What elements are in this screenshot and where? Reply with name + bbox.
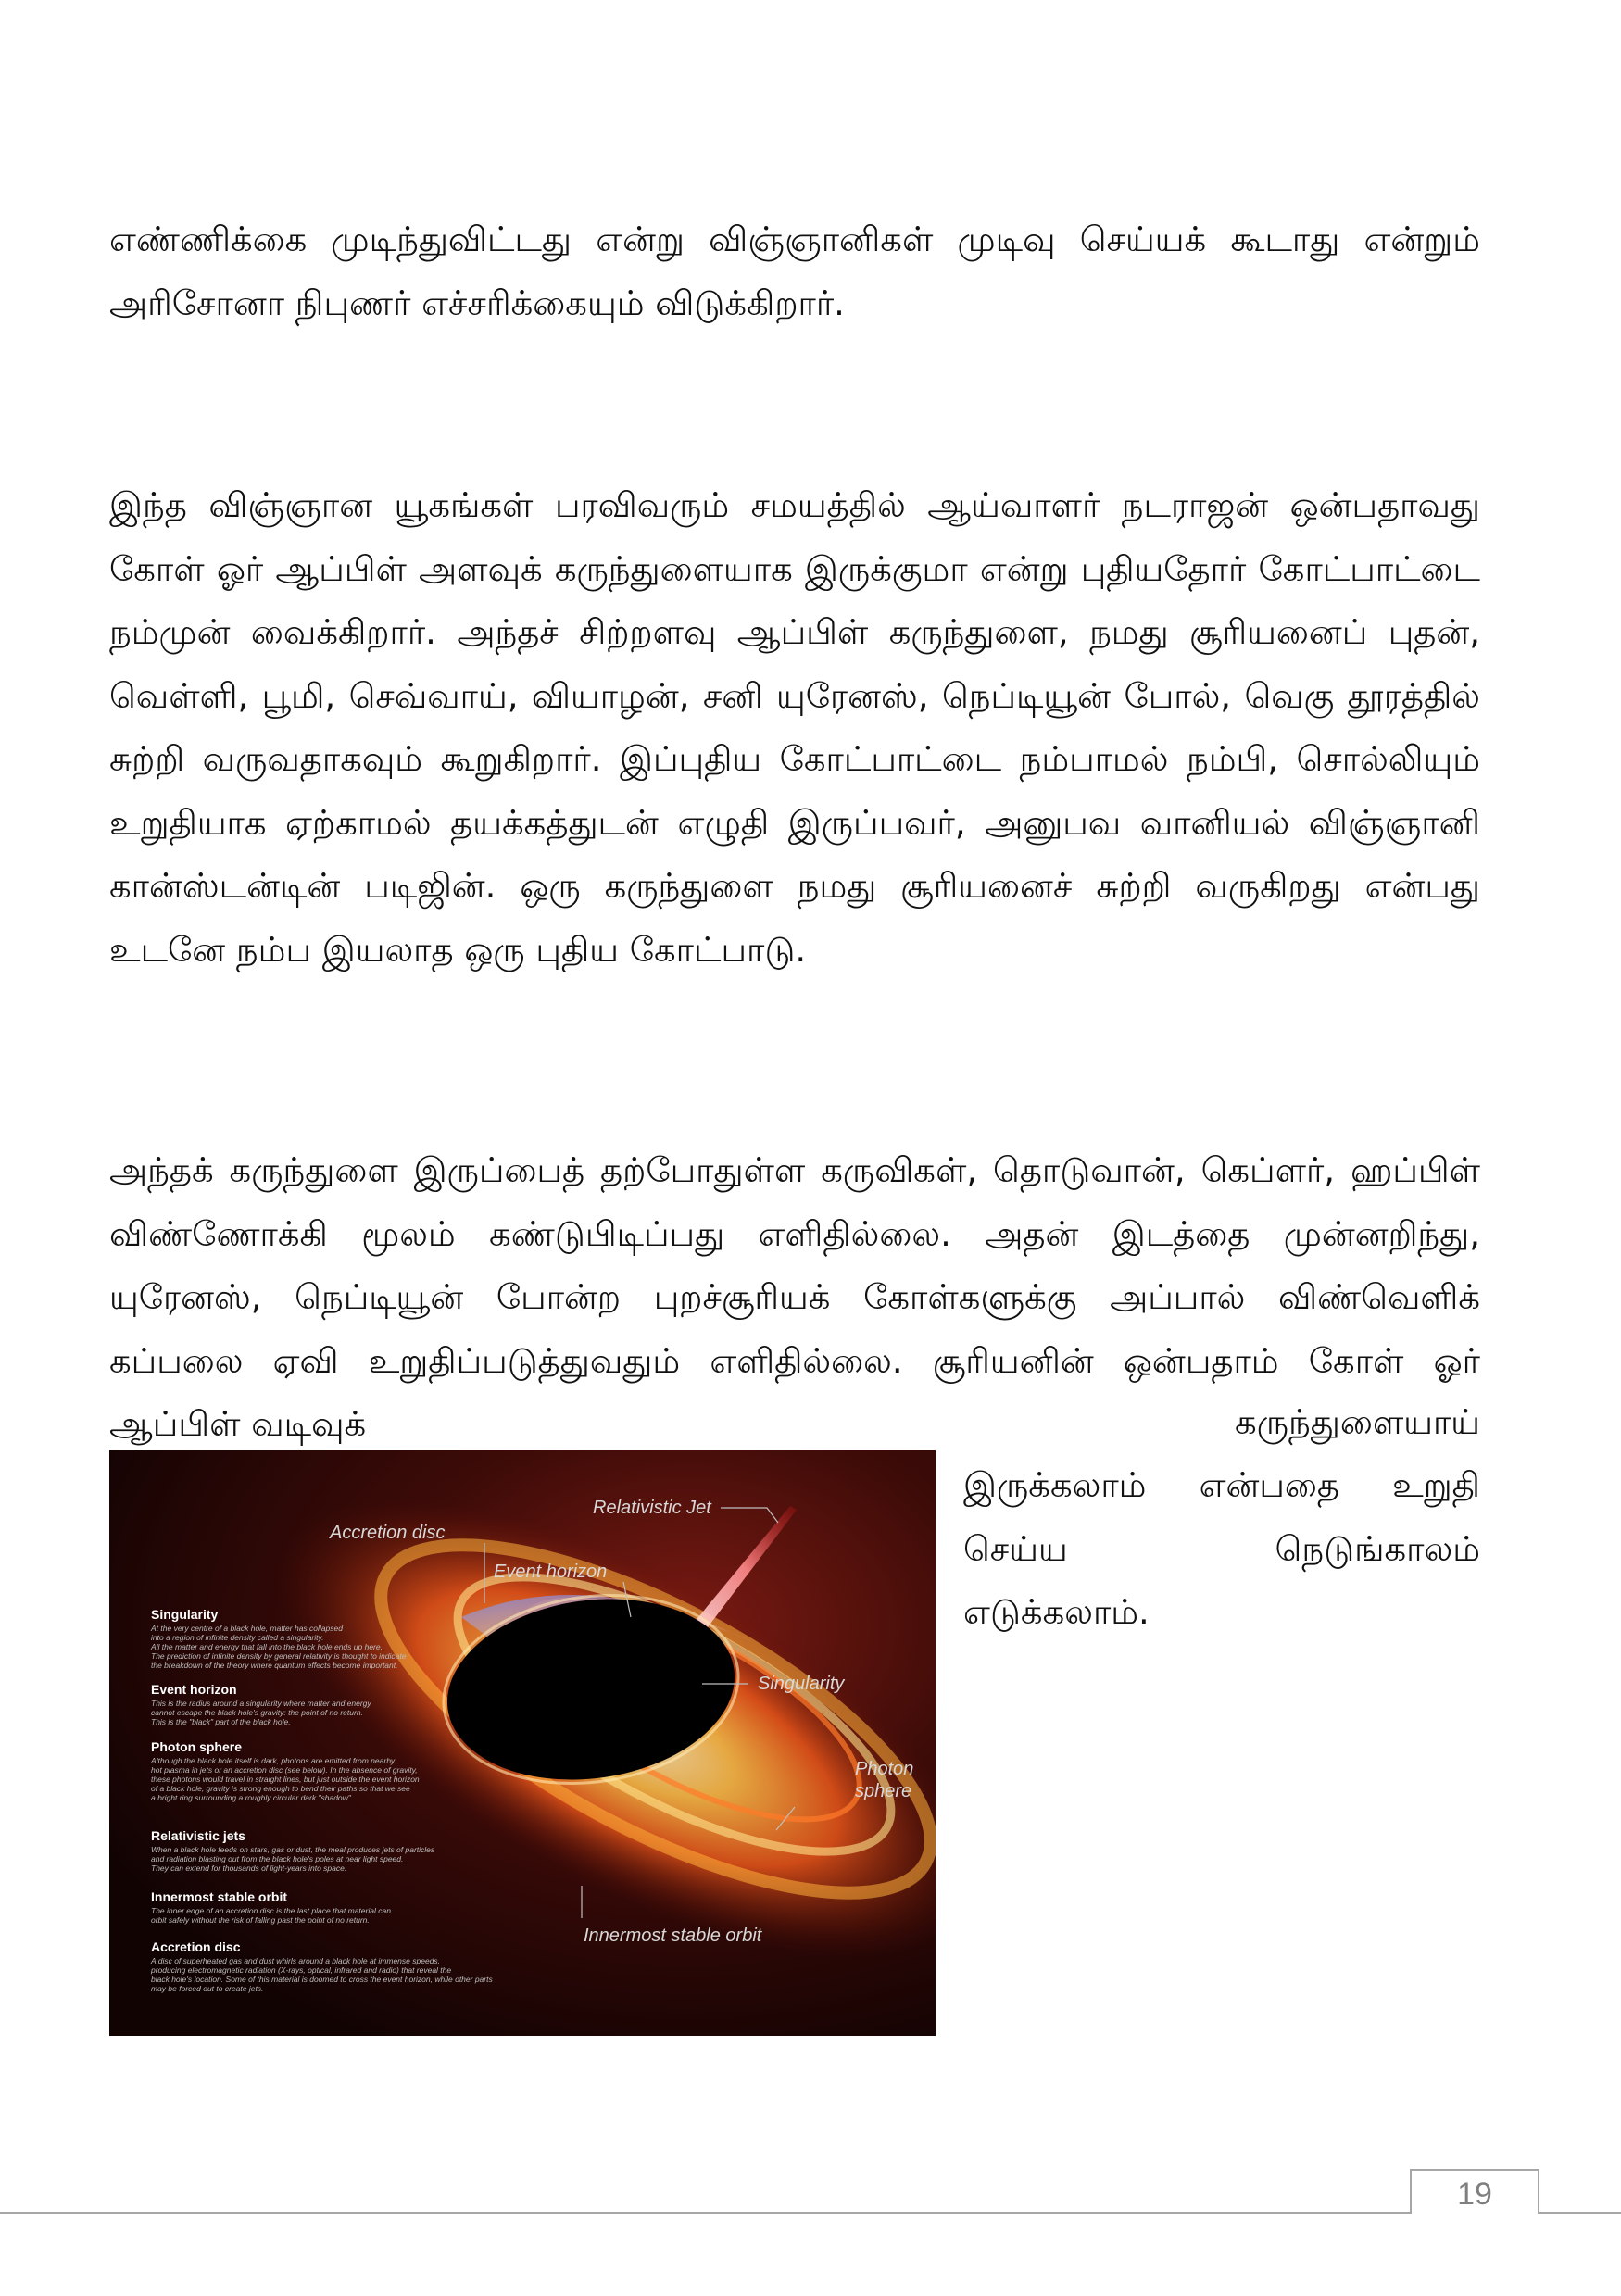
legend-line: All the matter and energy that fall into the black hole ends up here.	[151, 1642, 383, 1651]
event-horizon-label: Event horizon	[494, 1562, 608, 1582]
legend-line: The prediction of infinite density by general relativity is thought to indicate	[151, 1651, 407, 1661]
legend-line: When a black hole feeds on stars, gas or dust, the meal produces jets of particles	[151, 1845, 435, 1854]
legend-title: Event horizon	[151, 1682, 237, 1697]
legend-line: of a black hole, gravity is strong enough to bend their paths so that we see	[151, 1784, 410, 1793]
legend-line: may be forced out to create jets.	[151, 1984, 264, 1993]
innermost-stable-orbit-label: Innermost stable orbit	[584, 1926, 762, 1946]
footer-rule	[0, 2212, 1621, 2214]
singularity-label: Singularity	[758, 1674, 845, 1694]
legend-title: Innermost stable orbit	[151, 1889, 288, 1904]
legend-line: This is the radius around a singularity where matter and energy	[151, 1699, 371, 1708]
legend-line: They can extend for thousands of light-years into space.	[151, 1863, 347, 1873]
legend-line: producing electromagnetic radiation (X-rays, optical, infrared and radio) that reveal the	[151, 1965, 452, 1975]
legend-line: At the very centre of a black hole, matter has collapsed	[151, 1624, 343, 1633]
photon-sphere-label-line2: sphere	[855, 1781, 912, 1801]
relativistic-jet-label: Relativistic Jet	[593, 1498, 711, 1518]
paragraph-3: அந்தக் கருந்துளை இருப்பைத் தற்போதுள்ள கருவிகள், தொடுவான், கெப்ளர், ஹப்பிள் விண்ணோக்கி மூலம் கண்டுபிடிப்பது எளிதில்லை. அதன் இடத்தை முன்னறிந்து, யுரேனஸ், நெப்டியூன் போன்ற புறச்சூரியக் கோள்களுக்கு அப்பால் விண்வெளிக் கப்பலை ஏவி உறுதிப்படுத்துவதும் எளிதில்லை. சூரியனின் ஒன்பதாம் கோள் ஓர் ஆப்பிள் வடிவுக்	[109, 1150, 1480, 1444]
legend-line: black hole's location. Some of this material is doomed to cross the event horizon, while other parts	[151, 1975, 493, 1984]
legend-line: hot plasma in jets or an accretion disc (see below). In the absence of gravity,	[151, 1765, 418, 1775]
legend-line: The inner edge of an accretion disc is the last place that material can	[151, 1906, 391, 1915]
legend-line: into a region of infinite density called a singularity.	[151, 1633, 324, 1642]
legend-line: orbit safely without the risk of falling past the point of no return.	[151, 1915, 370, 1925]
legend-line: and radiation blasting out from the black hole's poles at near light speed.	[151, 1854, 404, 1863]
legend-title: Singularity	[151, 1607, 219, 1622]
legend-line: a bright ring surrounding a roughly circular dark "shadow".	[151, 1793, 354, 1802]
legend-line: A disc of superheated gas and dust whirls around a black hole at immense speeds,	[151, 1956, 441, 1965]
legend-title: Accretion disc	[151, 1939, 241, 1954]
accretion-disc-label: Accretion disc	[330, 1523, 446, 1543]
black-hole-illustration	[109, 1450, 936, 2036]
paragraph-1: எண்ணிக்கை முடிந்துவிட்டது என்று விஞ்ஞானிகள் முடிவு செய்யக் கூடாது என்றும் அரிசோனா நிபுணர் எச்சரிக்கையும் விடுக்கிறார்.	[109, 220, 1480, 323]
legend-line: these photons would travel in straight lines, but just outside the event horizon	[151, 1775, 420, 1784]
black-hole-diagram	[109, 1450, 936, 2036]
legend-title: Photon sphere	[151, 1739, 243, 1754]
legend-line: This is the "black" part of the black hole.	[151, 1717, 291, 1726]
legend-line: Although the black hole itself is dark, photons are emitted from nearby	[151, 1756, 396, 1765]
photon-sphere-label-line1: Photon	[855, 1759, 914, 1779]
legend-line: the breakdown of the theory where quantum effects become important.	[151, 1661, 398, 1670]
legend-line: cannot escape the black hole's gravity: the point of no return.	[151, 1708, 363, 1717]
wrap-text-line-1: கருந்துளையாய்	[1235, 1402, 1480, 1442]
paragraph-2: இந்த விஞ்ஞான யூகங்கள் பரவிவரும் சமயத்தில் ஆய்வாளர் நடராஜன் ஒன்பதாவது கோள் ஓர் ஆப்பிள் அளவுக் கருந்துளையாக இருக்குமா என்று புதியதோர் கோட்பாட்டை நம்முன் வைக்கிறார். அந்தச் சிற்றளவு ஆப்பிள் கருந்துளை, நமது சூரியனைப் புதன், வெள்ளி, பூமி, செவ்வாய், வியாழன், சனி யுரேனஸ், நெப்டியூன் போல், வெகு தூரத்தில் சுற்றி வருவதாகவும் கூறுகிறார். இப்புதிய கோட்பாட்டை நம்பாமல் நம்பி, சொல்லியும் உறுதியாக ஏற்காமல் தயக்கத்துடன் எழுதி இருப்பவர், அனுபவ வானியல் விஞ்ஞானி கான்ஸ்டன்டின் படிஜின். ஒரு கருந்துளை நமது சூரியனைச் சுற்றி வருகிறது என்பது உடனே நம்ப இயலாத ஒரு புதிய கோட்பாடு.	[109, 485, 1480, 970]
page-number: 19	[1410, 2169, 1539, 2214]
wrap-text-continued: இருக்கலாம் என்பதை உறுதி செய்ய நெடுங்காலம் எடுக்கலாம்.	[963, 1465, 1480, 1632]
legend-title: Relativistic jets	[151, 1828, 245, 1843]
